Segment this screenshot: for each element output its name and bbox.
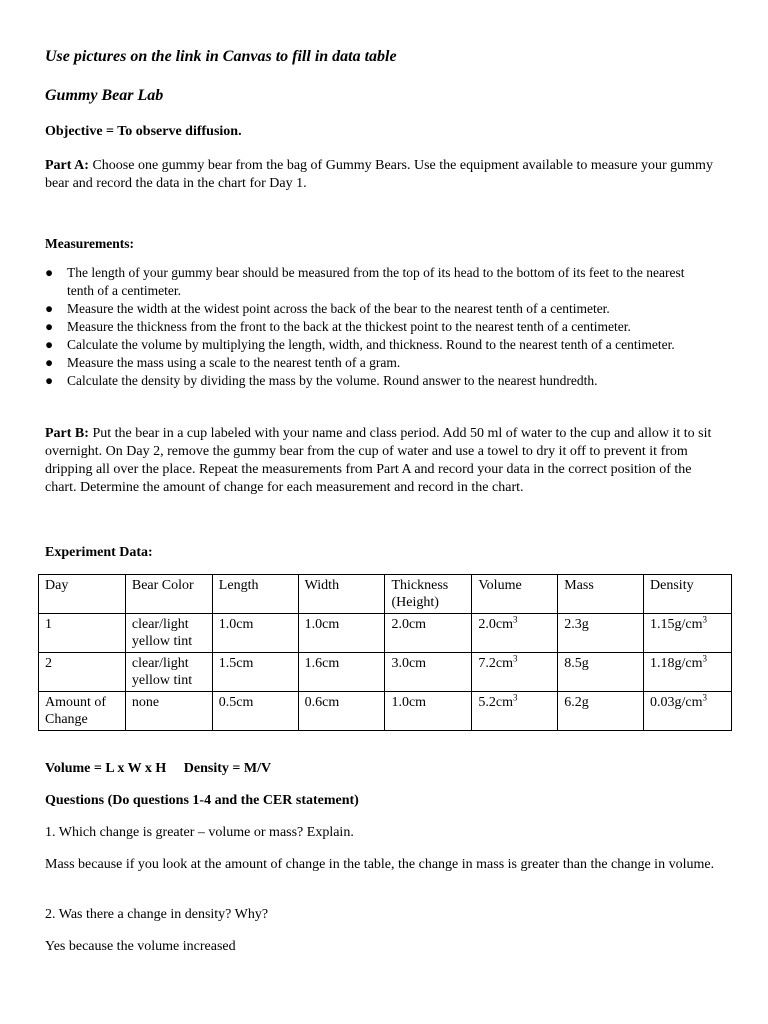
- table-cell: 8.5g: [558, 653, 644, 692]
- measurements-heading: Measurements:: [45, 236, 134, 251]
- question-2: 2. Was there a change in density? Why?: [45, 907, 269, 922]
- table-cell: 1.0cm: [212, 614, 298, 653]
- bullet-icon: ●: [45, 319, 54, 334]
- header-cell: Bear Color: [125, 575, 212, 614]
- table-cell: $5.2cm^3$: [472, 692, 558, 731]
- table-cell: 6.2g: [558, 692, 644, 731]
- header-cell: Day: [39, 575, 126, 614]
- table-row: [39, 653, 732, 692]
- table-cell: 0.5cm: [212, 692, 298, 731]
- table-cell: $2.0cm^3$: [472, 614, 558, 653]
- table-cell: 2.3g: [558, 614, 644, 653]
- list-item: ● Measure the width at the widest point across the back of the bear to the nearest tenth of a centimeter.: [45, 301, 610, 316]
- answer-1: Mass because if you look at the amount of change in the table, the change in mass is greater than the change in volume.: [45, 857, 715, 872]
- question-1: 1. Which change is greater – volume or mass? Explain.: [45, 825, 354, 840]
- header-cell: Volume: [472, 575, 558, 614]
- measurements-list: [45, 264, 710, 390]
- document-title: Gummy Bear Lab: [45, 87, 164, 104]
- bullet-icon: ●: [45, 337, 54, 352]
- table-cell: 0.6cm: [298, 692, 385, 731]
- answer-2: Yes because the volume increased: [45, 939, 236, 954]
- cube-superscript: 3: [702, 692, 708, 703]
- table-cell: 1.6cm: [298, 653, 385, 692]
- cube-superscript: 3: [702, 614, 708, 625]
- bullet-icon: ●: [45, 373, 54, 388]
- objective-line: Objective = To observe diffusion.: [45, 124, 242, 139]
- table-cell: clear/light yellow tint: [125, 653, 212, 692]
- formulas-line: Volume = L x W x H Density = M/V: [45, 761, 272, 776]
- cube-superscript: 3: [512, 614, 518, 625]
- table-cell: Amount of Change: [39, 692, 126, 731]
- cube-superscript: 3: [702, 653, 708, 664]
- cube-superscript: 3: [512, 653, 518, 664]
- table-row: [39, 692, 732, 731]
- table-header-row: [39, 575, 732, 614]
- part-a-label: Part A:: [45, 158, 89, 173]
- part-a-text: Choose one gummy bear from the bag of Gummy Bears. Use the equipment available to measure your gummy bear and record the data in the chart for Day 1.: [45, 158, 713, 191]
- list-item: ● Calculate the volume by multiplying the length, width, and thickness. Round to the nearest tenth of a centimeter.: [45, 337, 675, 352]
- table-cell: $0.03g/cm^3$: [644, 692, 732, 731]
- table-cell: 2: [39, 653, 126, 692]
- table-cell: 1.0cm: [385, 692, 472, 731]
- list-item: ● Measure the mass using a scale to the nearest tenth of a gram.: [45, 355, 401, 370]
- table-cell: 2.0cm: [385, 614, 472, 653]
- part-a-paragraph: [45, 157, 715, 193]
- table-cell: 1.0cm: [298, 614, 385, 653]
- table-row: [39, 614, 732, 653]
- bullet-icon: ●: [45, 301, 54, 316]
- cube-superscript: 3: [512, 692, 518, 703]
- header-cell: Length: [212, 575, 298, 614]
- header-cell: Density: [644, 575, 732, 614]
- experiment-heading: Experiment Data:: [45, 545, 153, 560]
- questions-heading: Questions (Do questions 1-4 and the CER statement): [45, 793, 359, 808]
- table-cell: 1.5cm: [212, 653, 298, 692]
- experiment-data-table: [38, 574, 732, 731]
- table-cell: $1.15g/cm^3$: [644, 614, 732, 653]
- table-cell: clear/light yellow tint: [125, 614, 212, 653]
- part-b-text: Put the bear in a cup labeled with your name and class period. Add 50 ml of water to the cup and allow it to sit overnight. On Day 2, remove the gummy bear from the cup of water and use a towel to dry it off to prevent it from dripping all over the place. Repeat the measurements from Part A and record your data in the correct position of the chart. Determine the amount of change for each measurement and record in the chart.: [45, 426, 712, 495]
- table-cell: none: [125, 692, 212, 731]
- list-item: ● Calculate the density by dividing the mass by the volume. Round answer to the nearest hundredth.: [45, 373, 598, 388]
- table-cell: $7.2cm^3$: [472, 653, 558, 692]
- bullet-icon: ●: [45, 355, 54, 370]
- list-item: ● Measure the thickness from the front to the back at the thickest point to the nearest tenth of a centimeter.: [45, 319, 631, 334]
- header-cell: Thickness (Height): [385, 575, 472, 614]
- bullet-icon: ●: [45, 265, 54, 280]
- header-cell: Mass: [558, 575, 644, 614]
- table-cell: 1: [39, 614, 126, 653]
- part-b-paragraph: [45, 425, 725, 497]
- instruction-heading: Use pictures on the link in Canvas to fill in data table: [45, 48, 397, 65]
- part-b-label: Part B:: [45, 426, 89, 441]
- list-item: ● The length of your gummy bear should be measured from the top of its head to the bottom of its feet to the nearest tenth of a centimeter.: [45, 265, 685, 298]
- table-cell: 3.0cm: [385, 653, 472, 692]
- table-cell: $1.18g/cm^3$: [644, 653, 732, 692]
- header-cell: Width: [298, 575, 385, 614]
